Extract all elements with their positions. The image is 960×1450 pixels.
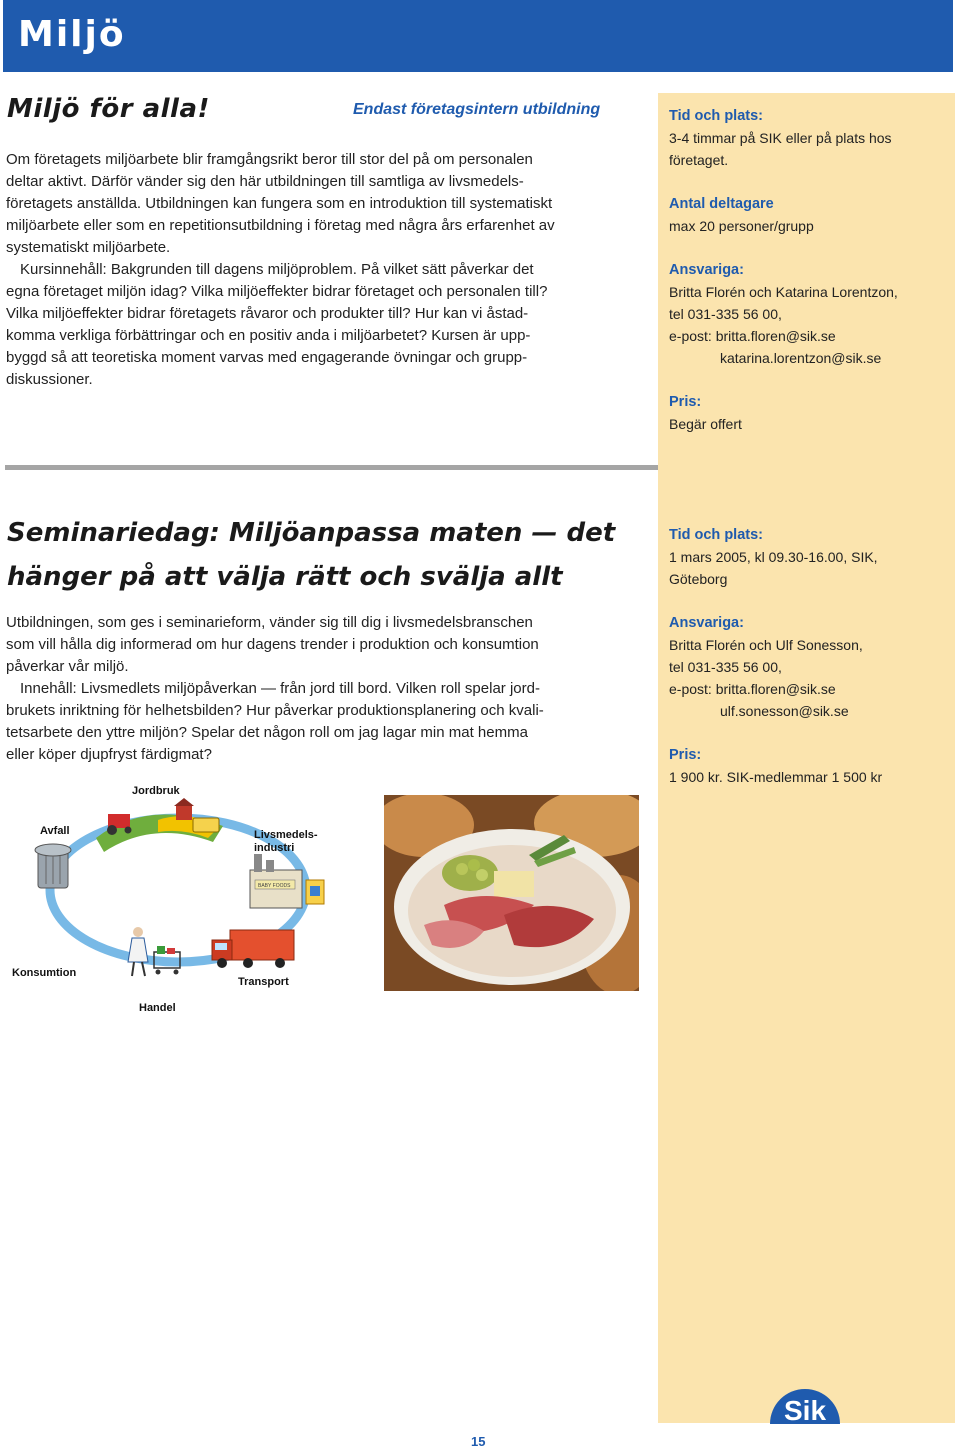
price-value: Begär offert (669, 416, 742, 432)
heading-line: hänger på att välja rätt och svälja allt (7, 562, 563, 592)
text-line: Vilka miljöeffekter bidrar företagets råvaror och produkter till? Hur kan vi åstad- (6, 305, 529, 322)
sik-logo (770, 1372, 840, 1424)
time-value (669, 546, 949, 590)
text-line: komma verkliga förbättringar och en positiv anda i miljöarbetet? Kursen är upp- (6, 327, 531, 344)
section1-heading: Miljö för alla! (7, 94, 210, 124)
text-line: Göteborg (669, 571, 728, 587)
price-value: 1 900 kr. SIK-medlemmar 1 500 kr (669, 769, 883, 785)
email-link-secondary[interactable]: ulf.sonesson@sik.se (720, 703, 849, 719)
time-label: Tid och plats: (669, 108, 763, 124)
section1-paragraph1 (6, 149, 555, 259)
section-divider (5, 465, 658, 470)
page-number: 15 (471, 1434, 486, 1449)
section2-heading (7, 511, 647, 599)
food-platter-photo (384, 795, 639, 991)
text-line: systematiskt miljöarbete. (6, 239, 171, 256)
label-industri-1: Livsmedels- (254, 829, 318, 841)
text-line: brukets inriktning för helhetsbilden? Hur påverkar produktionsplanering och kvali- (6, 702, 544, 719)
price-label: Pris: (669, 747, 702, 763)
time-label: Tid och plats: (669, 527, 763, 543)
section2-paragraph2 (6, 678, 544, 766)
text-line: tetsarbete den yttre miljön? Spelar det någon roll om jag lagar min mat hemma (6, 724, 528, 741)
text-line: diskussioner. (6, 371, 93, 388)
text-line: påverkar vår miljö. (6, 658, 129, 675)
text-line: tel 031-335 56 00, (669, 659, 782, 675)
text-line: 3-4 timmar på SIK eller på plats hos (669, 130, 892, 146)
label-konsumtion: Konsumtion (12, 967, 77, 979)
section2-body (6, 612, 544, 766)
participants-label: Antal deltagare (669, 196, 774, 212)
food-chain-diagram (8, 780, 348, 1020)
label-industri-2: industri (254, 842, 295, 854)
responsible-value (669, 281, 949, 347)
text-line: byggd så att teoretiska moment varvas med engagerande övningar och grupp- (6, 349, 528, 366)
label-handel: Handel (139, 1002, 176, 1014)
box-label: BABY FOODS (258, 883, 291, 889)
label-avfall: Avfall (40, 825, 70, 837)
participants-value: max 20 personer/grupp (669, 218, 814, 234)
text-line: Britta Florén och Ulf Sonesson, (669, 637, 863, 653)
text-line: som vill hålla dig informerad om hur dagens trender i produktion och konsumtion (6, 636, 539, 653)
label-jordbruk: Jordbruk (132, 785, 180, 797)
time-value (669, 127, 949, 171)
factory-illustration (250, 854, 324, 908)
page-title: Miljö (18, 14, 126, 55)
responsible-value (669, 634, 949, 700)
food-platter-image (384, 795, 639, 991)
responsible-label: Ansvariga: (669, 615, 744, 631)
label-transport: Transport (238, 976, 289, 988)
responsible-label: Ansvariga: (669, 262, 744, 278)
text-line: företaget. (669, 152, 729, 168)
section1-body (6, 149, 555, 391)
truck-illustration (212, 930, 294, 968)
text-line: eller köper djupfryst färdigmat? (6, 746, 212, 763)
text-line: Kursinnehåll: Bakgrunden till dagens miljöproblem. På vilket sätt påverkar det (20, 261, 534, 278)
logo-text: Sik (783, 1395, 827, 1424)
text-line: företagets anställda. Utbildningen kan fungera som en introduktion till systematiskt (6, 195, 553, 212)
section2-sidebar-info (669, 524, 949, 788)
text-line: tel 031-335 56 00, (669, 306, 782, 322)
price-label: Pris: (669, 394, 702, 410)
section1-sidebar-info (669, 105, 949, 435)
section1-paragraph2 (6, 259, 555, 391)
text-line: 1 mars 2005, kl 09.30-16.00, SIK, (669, 549, 878, 565)
section2-paragraph1 (6, 612, 544, 678)
section1-tag: Endast företagsintern utbildning (353, 101, 601, 118)
email-link[interactable]: e-post: britta.floren@sik.se (669, 681, 836, 697)
text-line: Innehåll: Livsmedlets miljöpåverkan — från jord till bord. Vilken roll spelar jord- (20, 680, 540, 697)
text-line: miljöarbete eller som en repetitionsutbildning i företag med några års erfarenhet av (6, 217, 555, 234)
email-link[interactable]: e-post: britta.floren@sik.se (669, 328, 836, 344)
email-link-secondary[interactable]: katarina.lorentzon@sik.se (720, 350, 882, 366)
header-bar (3, 0, 953, 72)
trash-can-icon (35, 844, 71, 888)
text-line: egna företaget miljön idag? Vilka miljöeffekter bidrar företaget och personalen till? (6, 283, 548, 300)
text-line: Om företagets miljöarbete blir framgångsrikt beror till stor del på om personalen (6, 151, 533, 168)
shopping-cart-illustration (128, 927, 180, 976)
text-line: Utbildningen, som ges i seminarieform, vänder sig till dig i livsmedelsbranschen (6, 614, 533, 631)
heading-line: Seminariedag: Miljöanpassa maten — det (7, 518, 616, 548)
farm-illustration (96, 798, 223, 852)
text-line: Britta Florén och Katarina Lorentzon, (669, 284, 898, 300)
text-line: deltar aktivt. Därför vänder sig den här utbildningen till samtliga av livsmedels- (6, 173, 524, 190)
